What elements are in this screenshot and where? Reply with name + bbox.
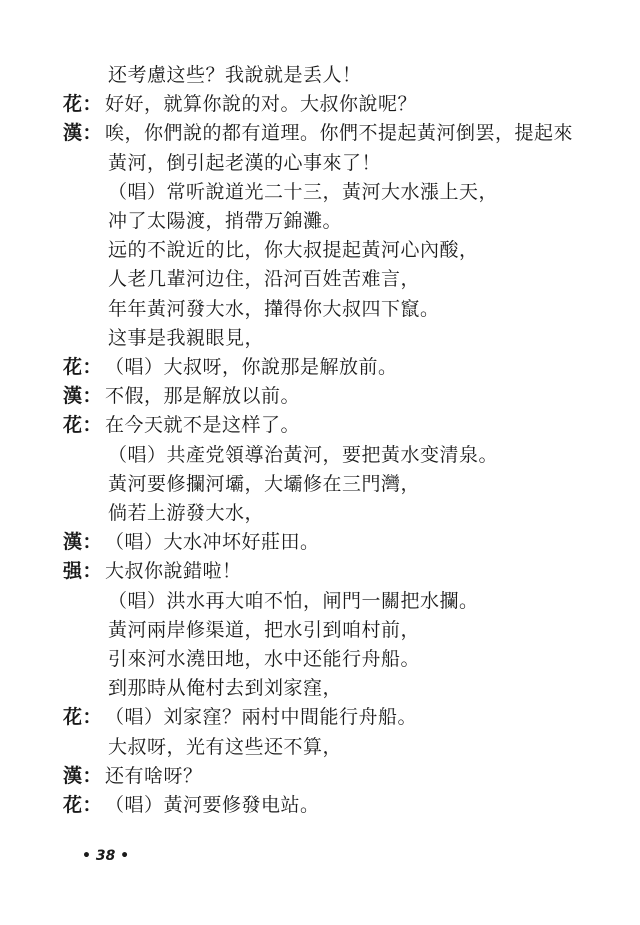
- line-text: （唱）刘家窪？兩村中間能行舟船。: [105, 706, 418, 729]
- line-text: 冲了太陽渡，捎帶万錦灘。: [108, 210, 343, 232]
- line-text: （唱）共產党領導治黃河，要把黃水变清泉。: [108, 443, 499, 466]
- speaker-label: 漢：: [63, 385, 103, 408]
- speaker-label: 花：: [63, 706, 103, 729]
- line-text: （唱）大叔呀，你說那是解放前。: [105, 356, 398, 378]
- line-text: 到那時从俺村去到刘家窪，: [108, 677, 343, 700]
- line-text: 黃河，倒引起老漢的心事來了！: [108, 151, 382, 174]
- line-text: 在今天就不是这样了。: [105, 414, 301, 437]
- speaker-label: 漢：: [63, 122, 103, 145]
- line-text: （唱）大水冲坏好莊田。: [105, 531, 320, 554]
- speaker-label: 漢：: [63, 531, 103, 554]
- line-text: 不假，那是解放以前。: [105, 385, 301, 408]
- line-text: 黃河兩岸修渠道，把水引到咱村前，: [108, 618, 421, 641]
- line-text: （唱）洪水再大咱不怕，闸門一關把水攔。: [108, 589, 479, 612]
- line-text: 大叔呀，光有这些还不算，: [108, 735, 343, 758]
- line-text: 人老几輩河边住，沿河百姓苦难言，: [108, 268, 421, 291]
- line-text: 黃河要修攔河壩，大壩修在三門灣，: [108, 472, 421, 495]
- line-text: 年年黃河發大水，攆得你大叔四下竄。: [108, 297, 440, 320]
- line-text: 引來河水澆田地，水中还能行舟船。: [108, 648, 421, 670]
- line-text: 唉，你們說的都有道理。你們不提起黃河倒罢，提起來: [105, 122, 574, 145]
- line-text: 还有啥呀？: [105, 764, 203, 787]
- line-text: 好好，就算你說的对。大叔你說呢？: [105, 93, 418, 116]
- line-text: 倘若上游發大水，: [108, 502, 265, 524]
- speaker-label: 漢：: [63, 764, 103, 787]
- speaker-label: 花：: [63, 356, 103, 378]
- speaker-label: 强：: [63, 560, 103, 583]
- line-text: 还考慮这些？我說就是丢人！: [108, 64, 362, 86]
- speaker-label: 花：: [63, 414, 103, 437]
- line-text: （唱）黃河要修發电站。: [105, 794, 320, 816]
- line-text: 大叔你說錯啦！: [105, 560, 242, 583]
- speaker-label: 花：: [63, 794, 103, 816]
- page-number: • 38 •: [82, 848, 130, 864]
- line-text: 远的不說近的比，你大叔提起黃河心內酸，: [108, 239, 479, 262]
- line-text: （唱）常听說道光二十三，黃河大水漲上天，: [108, 180, 499, 203]
- speaker-label: 花：: [63, 93, 103, 116]
- line-text: 这事是我親眼見，: [108, 326, 265, 349]
